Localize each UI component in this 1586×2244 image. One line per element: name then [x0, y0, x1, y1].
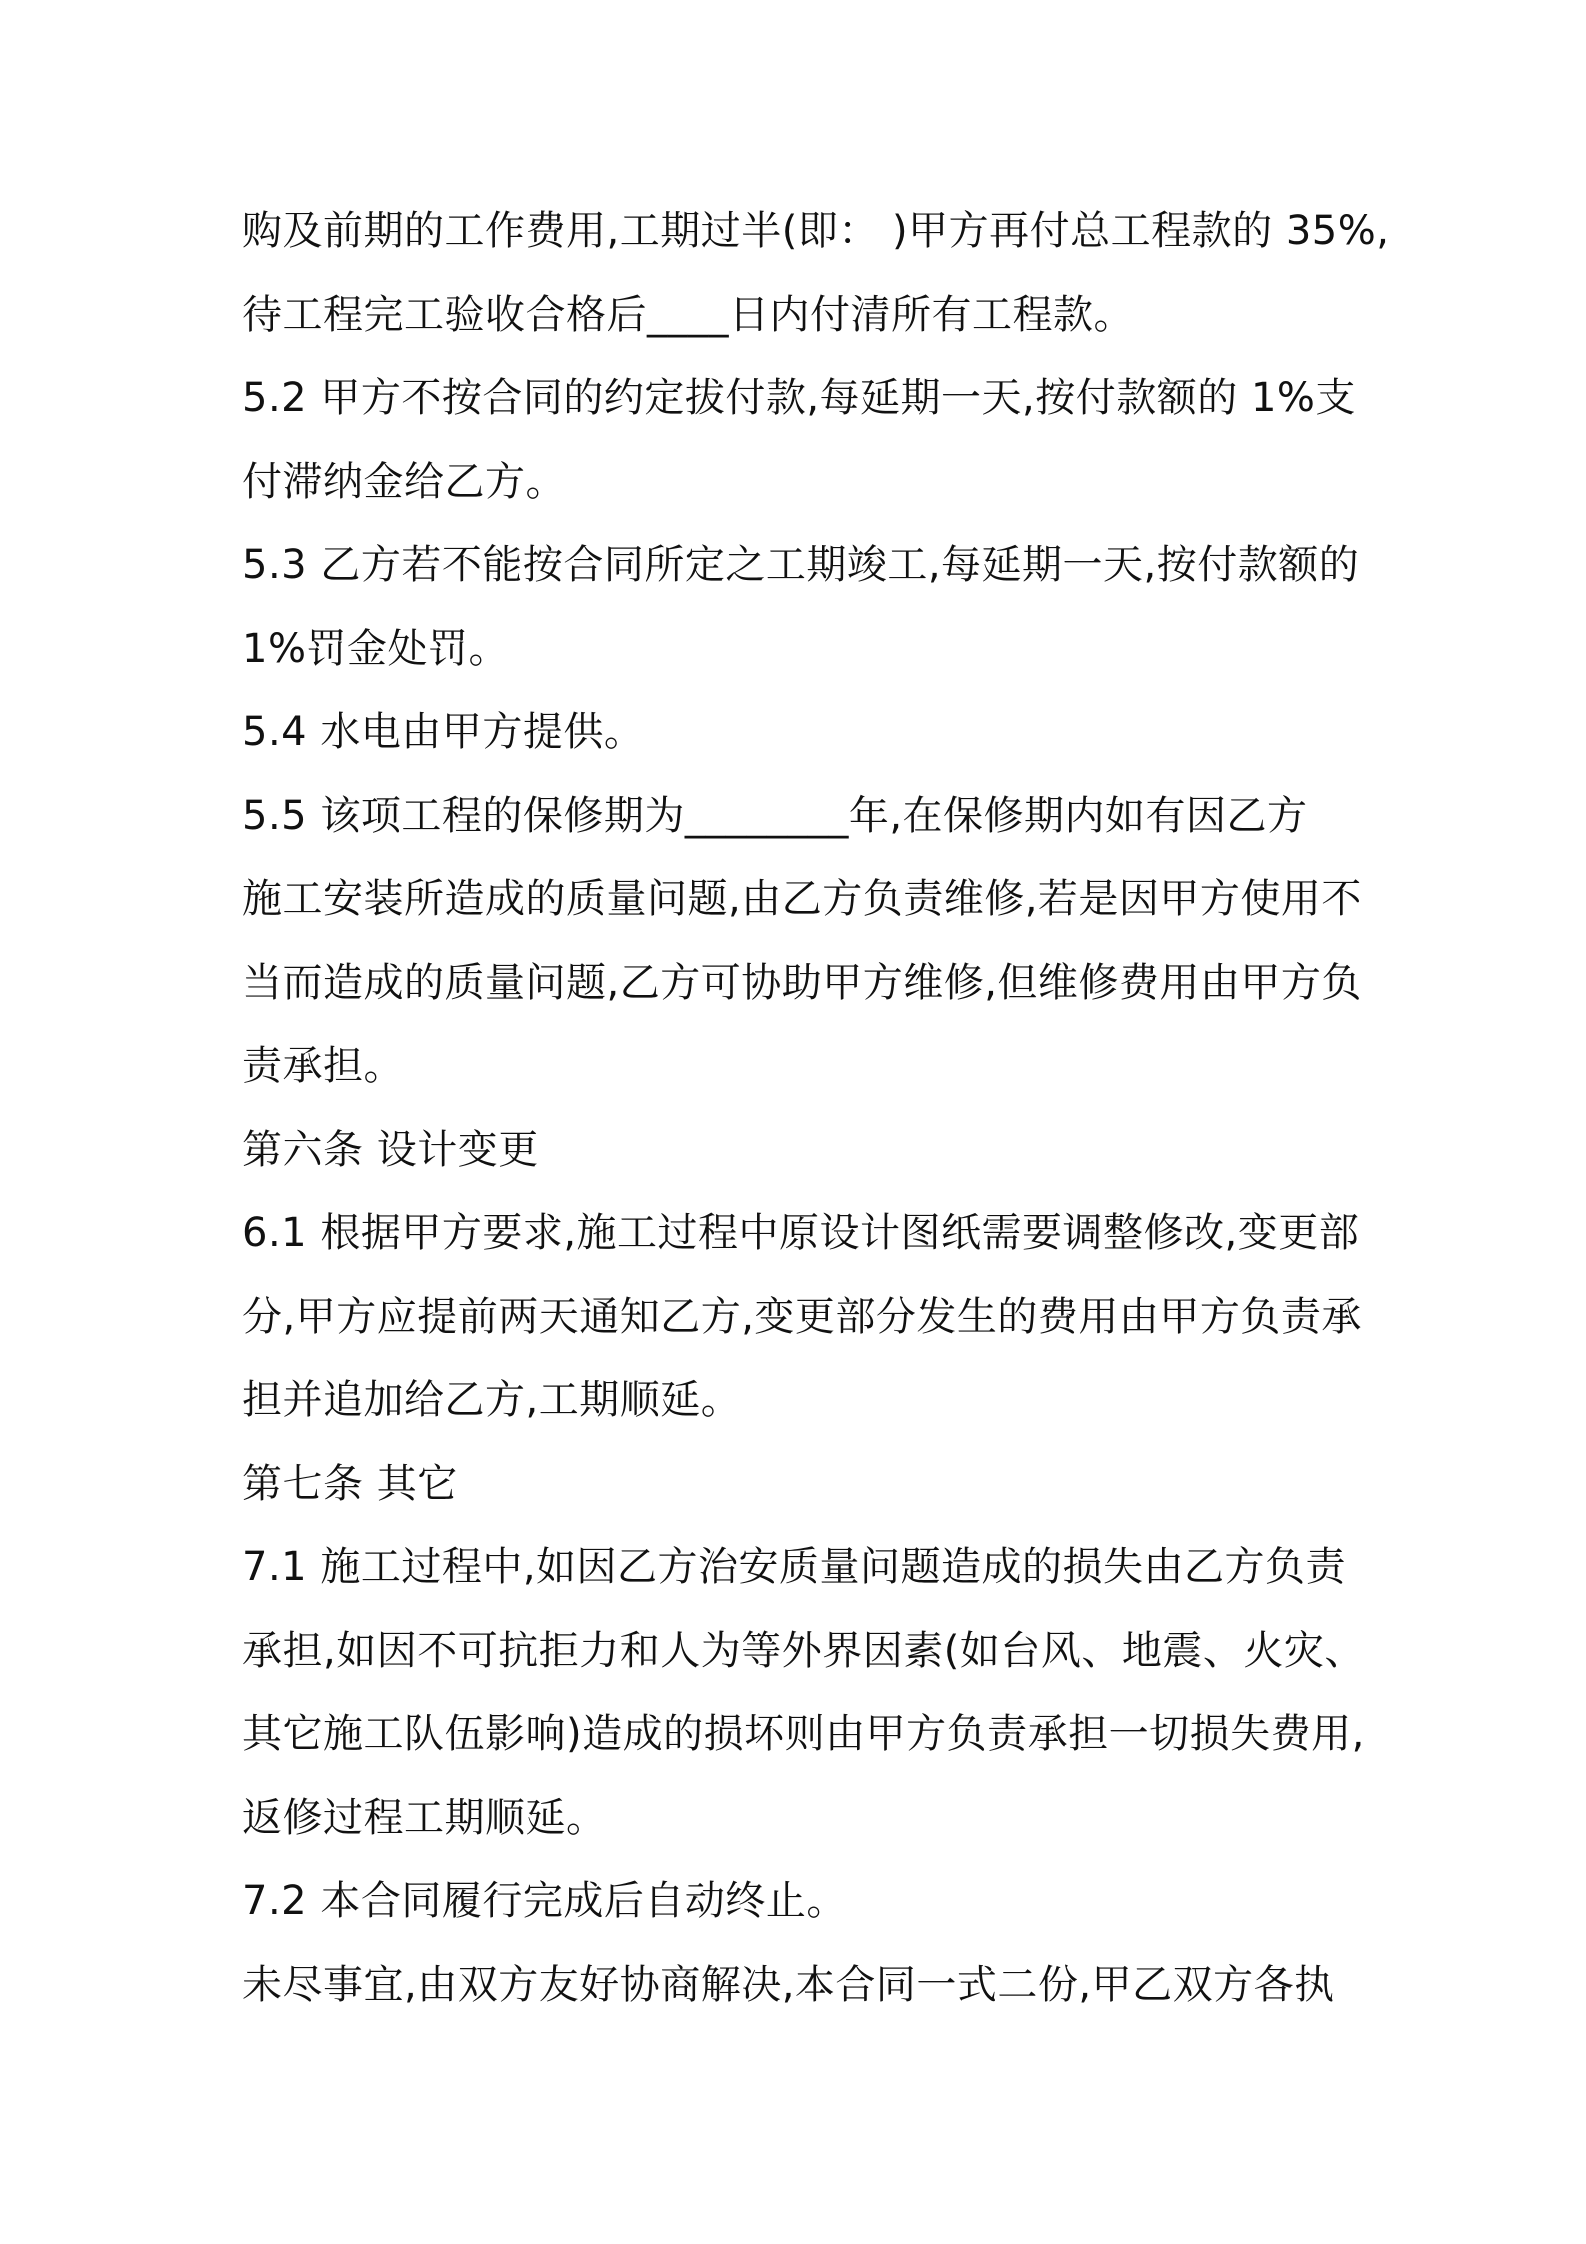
document-body: [242, 190, 1390, 2027]
text-line: 其它施工队伍影响)造成的损坏则由甲方负责承担一切损失费用,: [242, 1711, 1365, 1757]
text-line: 待工程完工验收合格后____日内付清所有工程款。: [242, 291, 1134, 338]
text-line: 当而造成的质量问题,乙方可协助甲方维修,但维修费用由甲方负: [242, 959, 1362, 1006]
article-6-heading: 第六条 设计变更: [242, 1126, 539, 1173]
text-line: 1%罚金处罚。: [242, 625, 509, 672]
text-line: 付滞纳金给乙方。: [242, 458, 566, 505]
clause-7-1: 7.1 施工过程中,如因乙方治安质量问题造成的损失由乙方负责: [242, 1544, 1347, 1590]
clause-6-1: 6.1 根据甲方要求,施工过程中原设计图纸需要调整修改,变更部: [242, 1210, 1360, 1256]
clause-5-5: 5.5 该项工程的保修期为________年,在保修期内如有因乙方: [242, 792, 1308, 839]
text-line: 返修过程工期顺延。: [242, 1794, 607, 1841]
text-line: 承担,如因不可抗拒力和人为等外界因素(如台风、地震、火灾、: [242, 1627, 1365, 1674]
clause-5-2: 5.2 甲方不按合同的约定拔付款,每延期一天,按付款额的 1%支: [242, 375, 1356, 421]
clause-7-2: 7.2 本合同履行完成后自动终止。: [242, 1878, 847, 1924]
clause-5-4: 5.4 水电由甲方提供。: [242, 709, 645, 755]
clause-5-3: 5.3 乙方若不能按合同所定之工期竣工,每延期一天,按付款额的: [242, 542, 1360, 588]
text-line: 责承担。: [242, 1043, 404, 1089]
text-line: 施工安装所造成的质量问题,由乙方负责维修,若是因甲方使用不: [242, 876, 1362, 922]
text-line: 担并追加给乙方,工期顺延。: [242, 1377, 742, 1423]
article-7-heading: 第七条 其它: [242, 1460, 458, 1507]
closing-text: 未尽事宜,由双方友好协商解决,本合同一式二份,甲乙双方各执: [242, 1961, 1335, 2008]
text-line: 购及前期的工作费用,工期过半(即： )甲方再付总工程款的 35%,: [242, 208, 1390, 254]
text-line: 分,甲方应提前两天通知乙方,变更部分发生的费用由甲方负责承: [242, 1293, 1362, 1340]
